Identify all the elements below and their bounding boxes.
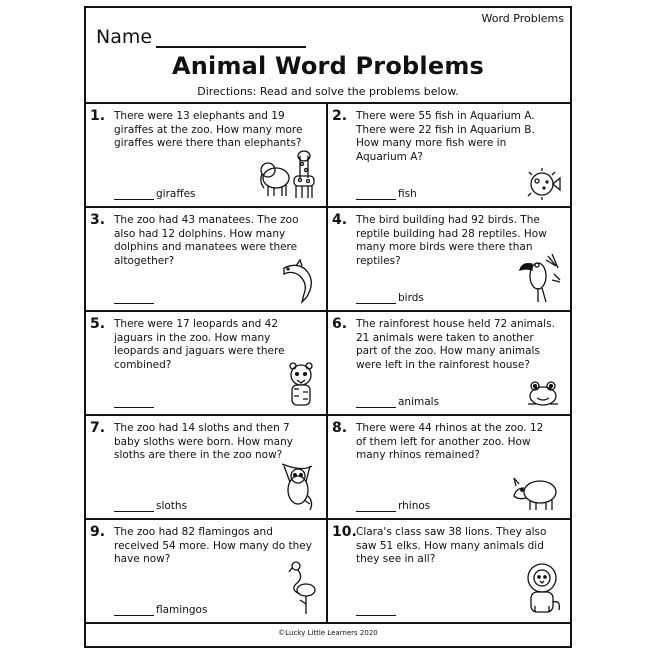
answer-unit: birds: [398, 292, 424, 304]
answer-unit: giraffes: [156, 188, 196, 200]
page-title: Animal Word Problems: [171, 52, 485, 80]
problem-text: The bird building had 92 birds. The reptile building had 28 reptiles. How many more birds were there than reptiles?: [356, 214, 547, 267]
answer-unit: fish: [398, 188, 417, 200]
answer-blank[interactable]: [114, 188, 154, 200]
problem-cell: [86, 312, 328, 416]
directions: Directions: Read and solve the problems below.: [197, 85, 459, 98]
problem-number: 1.: [90, 108, 106, 124]
answer-blank[interactable]: [356, 396, 396, 408]
problem-cell: [328, 312, 570, 416]
name-row: [96, 26, 306, 48]
answer-line: [356, 188, 417, 200]
rhino-icon: [510, 472, 562, 512]
tiger-icon: [284, 362, 318, 408]
dolphin-icon: [278, 258, 318, 304]
problem-text: There were 55 fish in Aquarium A. There were 22 fish in Aquarium B. How many more fish were in Aquarium A?: [356, 110, 535, 163]
answer-blank[interactable]: [114, 500, 154, 512]
corner-tag: Word Problems: [481, 12, 564, 25]
problem-number: 5.: [90, 316, 106, 332]
worksheet-header: [86, 8, 570, 104]
answer-line: [356, 292, 424, 304]
answer-unit: flamingos: [156, 604, 208, 616]
problem-cell: [86, 104, 328, 208]
problem-number: 8.: [332, 420, 348, 436]
answer-blank[interactable]: [356, 188, 396, 200]
answer-unit: rhinos: [398, 500, 431, 512]
name-label: Name: [96, 26, 153, 48]
answer-line: [356, 396, 439, 408]
name-line[interactable]: [156, 30, 306, 48]
flamingo-icon: [288, 560, 318, 616]
problem-text: Clara's class saw 38 lions. They also saw 51 elks. How many animals did they see in all?: [356, 526, 547, 565]
problem-number: 3.: [90, 212, 106, 228]
toucan-icon: [518, 250, 562, 304]
problem-cell: [328, 520, 570, 624]
answer-line: [114, 188, 196, 200]
problem-cell: [328, 104, 570, 208]
sloth-icon: [278, 460, 318, 512]
answer-blank[interactable]: [356, 500, 396, 512]
problem-cell: [86, 520, 328, 624]
answer-line: [356, 604, 398, 616]
answer-line: [114, 292, 156, 304]
answer-line: [114, 604, 207, 616]
problem-cell: [328, 416, 570, 520]
problem-number: 2.: [332, 108, 348, 124]
answer-line: [356, 500, 430, 512]
problem-text: The rainforest house held 72 animals. 21 animals were taken to another part of the zoo. How many animals were left in the rainforest house?: [356, 318, 555, 371]
answer-line: [114, 396, 156, 408]
problem-text: There were 13 elephants and 19 giraffes at the zoo. How many more giraffes were there than elephants?: [114, 110, 303, 149]
problem-cell: [328, 208, 570, 312]
problem-cell: [86, 208, 328, 312]
problem-text: There were 17 leopards and 42 jaguars in the zoo. How many leopards and jaguars were there combined?: [114, 318, 285, 371]
frog-icon: [524, 378, 562, 408]
worksheet: [84, 6, 572, 648]
answer-line: [114, 500, 187, 512]
answer-blank[interactable]: [114, 396, 154, 408]
problem-grid: [86, 104, 570, 624]
copyright-footer: ©Lucky Little Learners 2020: [278, 629, 378, 637]
problem-text: The zoo had 14 sloths and then 7 baby sloths were born. How many sloths are there in the zoo now?: [114, 422, 293, 461]
problem-text: The zoo had 43 manatees. The zoo also had 12 dolphins. How many dolphins and manatees were there altogether?: [114, 214, 299, 267]
problem-number: 9.: [90, 524, 106, 540]
answer-blank[interactable]: [356, 292, 396, 304]
answer-blank[interactable]: [114, 292, 154, 304]
answer-blank[interactable]: [356, 604, 396, 616]
problem-number: 4.: [332, 212, 348, 228]
problem-text: The zoo had 82 flamingos and received 54 more. How many do they have now?: [114, 526, 312, 565]
problem-number: 7.: [90, 420, 106, 436]
answer-unit: animals: [398, 396, 440, 408]
lion-icon: [522, 562, 562, 616]
problem-number: 10.: [332, 524, 357, 540]
elephant-giraffe-icon: [256, 148, 318, 200]
problem-text: There were 44 rhinos at the zoo. 12 of them left for another zoo. How many rhinos remained?: [356, 422, 544, 461]
problem-cell: [86, 416, 328, 520]
answer-blank[interactable]: [114, 604, 154, 616]
answer-unit: sloths: [156, 500, 188, 512]
problem-number: 6.: [332, 316, 348, 332]
pufferfish-icon: [526, 168, 562, 200]
